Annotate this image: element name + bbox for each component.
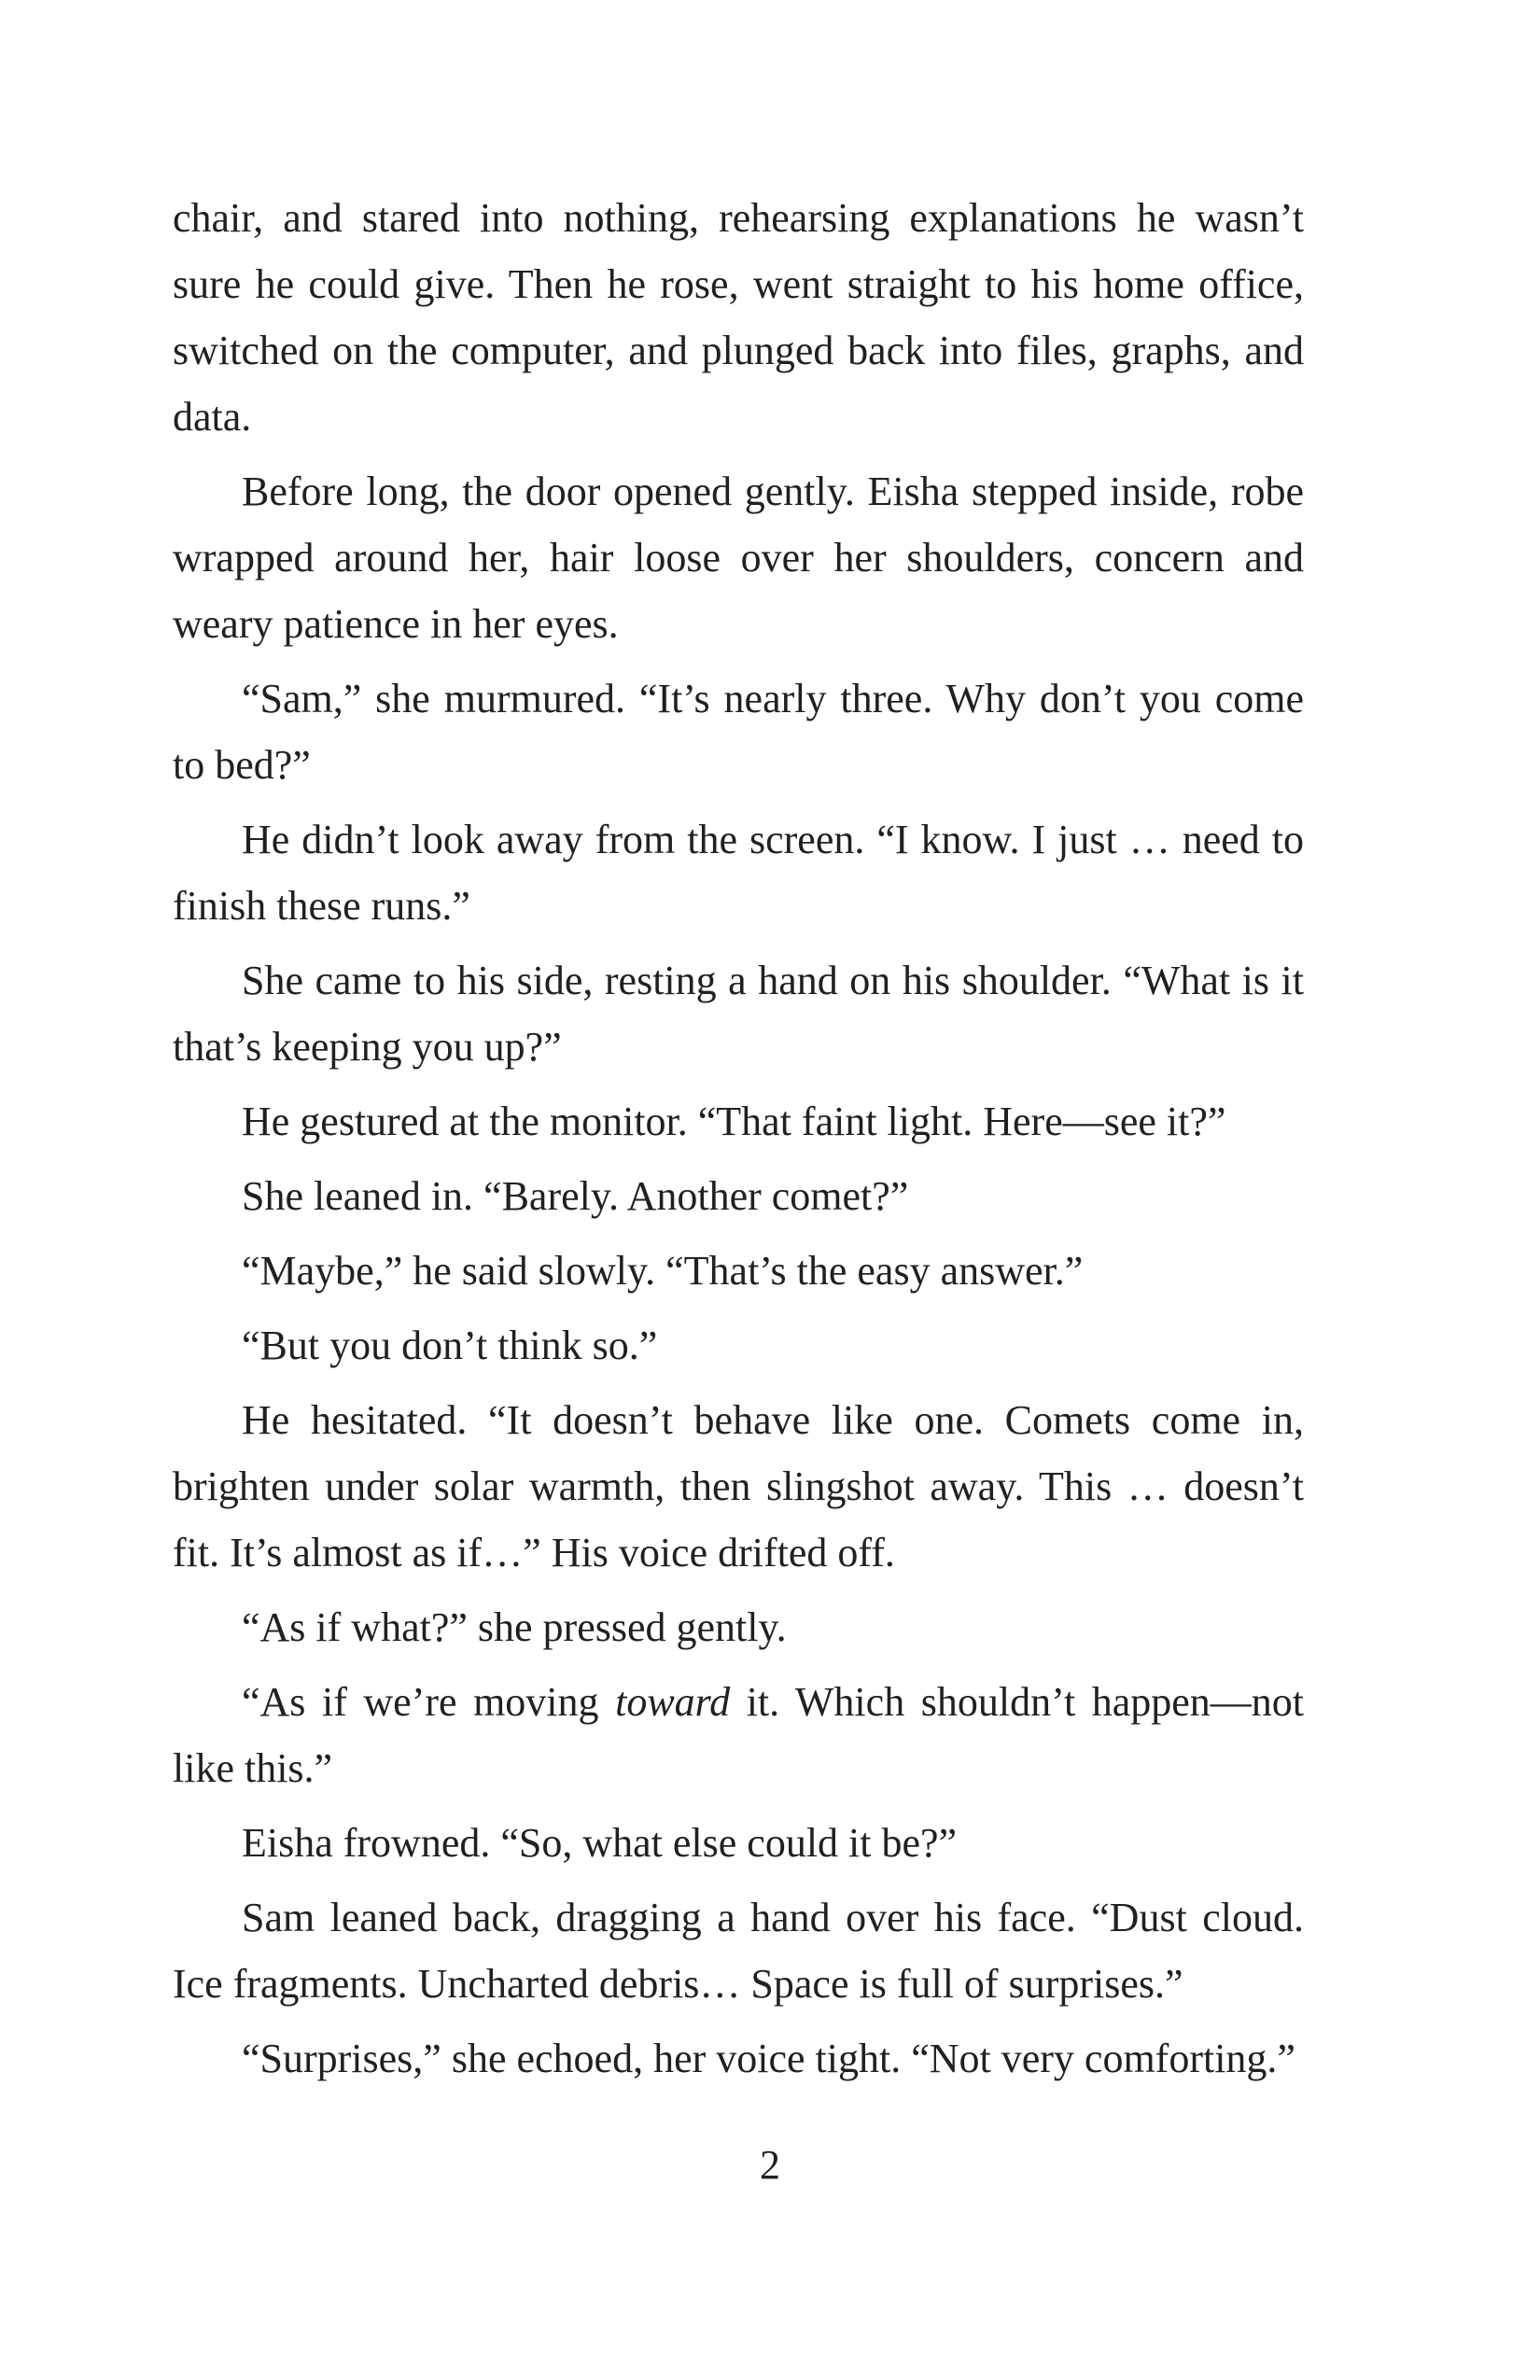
- paragraph-text: “Surprises,” she echoed, her voice tight. “Not very comforting.”: [242, 2036, 1295, 2081]
- paragraph: [173, 806, 1304, 939]
- paragraph: [173, 1669, 1304, 1801]
- paragraph-text: “Maybe,” he said slowly. “That’s the easy answer.”: [242, 1248, 1084, 1294]
- paragraph-text: Eisha frowned. “So, what else could it be?”: [242, 1820, 958, 1866]
- paragraph: [173, 1810, 1304, 1876]
- paragraph: [173, 1238, 1304, 1304]
- paragraph: [173, 1387, 1304, 1586]
- page-number: 2: [760, 2142, 780, 2188]
- paragraph-text: “As if we’re moving: [242, 1679, 616, 1725]
- paragraph: [173, 2025, 1304, 2092]
- paragraph-text: “Sam,” she murmured. “It’s nearly three. Why don’t you come to bed?”: [173, 676, 1304, 788]
- paragraph-text: He hesitated. “It doesn’t behave like one. Comets come in, brighten under solar warmth, then slingshot away. This … doesn’t fit. It’s almost as if…” His voice drifted off.: [173, 1397, 1304, 1575]
- paragraph-text: it. Which shouldn’t happen—not like this.”: [173, 1679, 1304, 1791]
- paragraph: [173, 1594, 1304, 1660]
- paragraph: [173, 185, 1304, 450]
- paragraph-text: Before long, the door opened gently. Eisha stepped inside, robe wrapped around her, hair loose over her shoulders, concern and weary patience in her eyes.: [173, 469, 1304, 647]
- paragraph: [173, 665, 1304, 798]
- paragraph: [173, 1163, 1304, 1229]
- paragraph: [173, 947, 1304, 1080]
- paragraph: [173, 1884, 1304, 2017]
- paragraph-text: He gestured at the monitor. “That faint light. Here—see it?”: [242, 1099, 1226, 1144]
- paragraph-text: She leaned in. “Barely. Another comet?”: [242, 1173, 909, 1219]
- paragraph-text: He didn’t look away from the screen. “I know. I just … need to finish these runs.”: [173, 817, 1304, 929]
- paragraph-text: Sam leaned back, dragging a hand over his face. “Dust cloud. Ice fragments. Uncharted debris… Space is full of surprises.”: [173, 1895, 1304, 2007]
- book-page-body: [173, 185, 1304, 2100]
- paragraph-text: “But you don’t think so.”: [242, 1323, 658, 1368]
- paragraph: [173, 1312, 1304, 1379]
- paragraph-text: She came to his side, resting a hand on his shoulder. “What is it that’s keeping you up?”: [173, 958, 1304, 1070]
- paragraph-text: chair, and stared into nothing, rehearsing explanations he wasn’t sure he could give. Then he rose, went straight to his home office, switched on the computer, and plunged back into files, graphs, and data.: [173, 195, 1304, 440]
- paragraph: [173, 1088, 1304, 1155]
- paragraph: [173, 458, 1304, 657]
- paragraph-text: “As if what?” she pressed gently.: [242, 1604, 787, 1650]
- emphasis-text: toward: [615, 1679, 731, 1725]
